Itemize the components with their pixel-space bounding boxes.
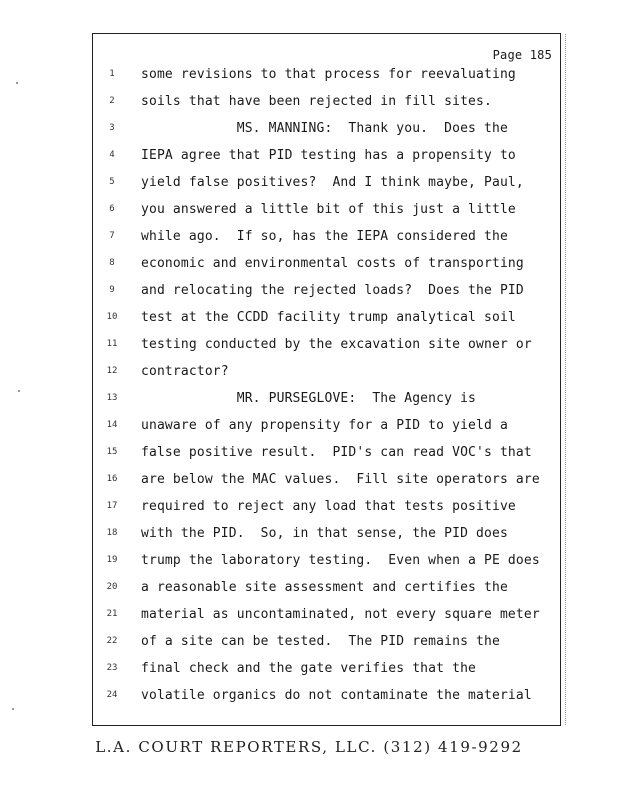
line-number: 13 [106, 393, 118, 403]
line-number: 19 [106, 555, 118, 565]
line-number: 11 [106, 339, 118, 349]
line-number: 15 [106, 447, 118, 457]
line-text: of a site can be tested. The PID remains the [141, 634, 500, 649]
line-text: trump the laboratory testing. Even when a PE does [141, 553, 540, 568]
line-number: 12 [106, 366, 118, 376]
transcript-line [93, 607, 560, 634]
line-number: 10 [106, 312, 118, 322]
transcript-line [93, 418, 560, 445]
line-number: 9 [109, 285, 115, 295]
transcript-line [93, 364, 560, 391]
page-number: Page 185 [492, 48, 552, 62]
line-text: testing conducted by the excavation site owner or [141, 337, 532, 352]
transcript-line [93, 391, 560, 418]
line-number: 22 [106, 636, 118, 646]
scan-speck [12, 708, 14, 710]
transcript-line [93, 688, 560, 715]
line-text: MS. MANNING: Thank you. Does the [141, 121, 508, 136]
line-text: contractor? [141, 364, 229, 379]
transcript-line [93, 310, 560, 337]
transcript-line [93, 445, 560, 472]
transcript-line [93, 661, 560, 688]
line-number: 2 [109, 96, 115, 106]
transcript-line [93, 283, 560, 310]
transcript-line [93, 229, 560, 256]
line-number: 24 [106, 690, 118, 700]
transcript-line [93, 94, 560, 121]
line-text: test at the CCDD facility trump analytical soil [141, 310, 516, 325]
line-text: some revisions to that process for reevaluating [141, 67, 516, 82]
transcript-line [93, 202, 560, 229]
transcript-line [93, 121, 560, 148]
line-number: 18 [106, 528, 118, 538]
transcript-line [93, 148, 560, 175]
line-text: volatile organics do not contaminate the material [141, 688, 532, 703]
transcript-page [92, 33, 561, 726]
transcript-line [93, 337, 560, 364]
line-text: while ago. If so, has the IEPA considered the [141, 229, 508, 244]
line-text: required to reject any load that tests positive [141, 499, 516, 514]
transcript-line [93, 175, 560, 202]
line-text: soils that have been rejected in fill sites. [141, 94, 492, 109]
line-number: 7 [109, 231, 115, 241]
transcript-line [93, 526, 560, 553]
line-number: 17 [106, 501, 118, 511]
line-text: with the PID. So, in that sense, the PID does [141, 526, 508, 541]
court-reporter-footer: L.A. COURT REPORTERS, LLC. (312) 419-9292 [95, 738, 523, 756]
scan-speck [16, 82, 18, 84]
scan-speck [18, 390, 20, 392]
line-text: MR. PURSEGLOVE: The Agency is [141, 391, 477, 406]
line-number: 8 [109, 258, 115, 268]
transcript-line [93, 499, 560, 526]
line-number: 16 [106, 474, 118, 484]
line-number: 3 [109, 123, 115, 133]
transcript-line [93, 256, 560, 283]
line-number: 21 [106, 609, 118, 619]
line-number: 4 [109, 150, 115, 160]
line-text: are below the MAC values. Fill site operators are [141, 472, 540, 487]
transcript-line [93, 634, 560, 661]
line-text: unaware of any propensity for a PID to yield a [141, 418, 508, 433]
line-number: 6 [109, 204, 115, 214]
line-number: 1 [109, 69, 115, 79]
line-text: false positive result. PID's can read VOC's that [141, 445, 532, 460]
line-number: 23 [106, 663, 118, 673]
line-text: you answered a little bit of this just a little [141, 202, 516, 217]
line-text: a reasonable site assessment and certifies the [141, 580, 508, 595]
line-text: yield false positives? And I think maybe, Paul, [141, 175, 524, 190]
transcript-line [93, 553, 560, 580]
line-number: 5 [109, 177, 115, 187]
line-text: economic and environmental costs of transporting [141, 256, 524, 271]
line-number: 14 [106, 420, 118, 430]
line-text: material as uncontaminated, not every square meter [141, 607, 540, 622]
line-text: final check and the gate verifies that the [141, 661, 477, 676]
line-text: IEPA agree that PID testing has a propensity to [141, 148, 516, 163]
transcript-line [93, 472, 560, 499]
transcript-line [93, 580, 560, 607]
transcript-lines [93, 67, 560, 715]
transcript-line [93, 67, 560, 94]
line-text: and relocating the rejected loads? Does the PID [141, 283, 524, 298]
line-number: 20 [106, 582, 118, 592]
